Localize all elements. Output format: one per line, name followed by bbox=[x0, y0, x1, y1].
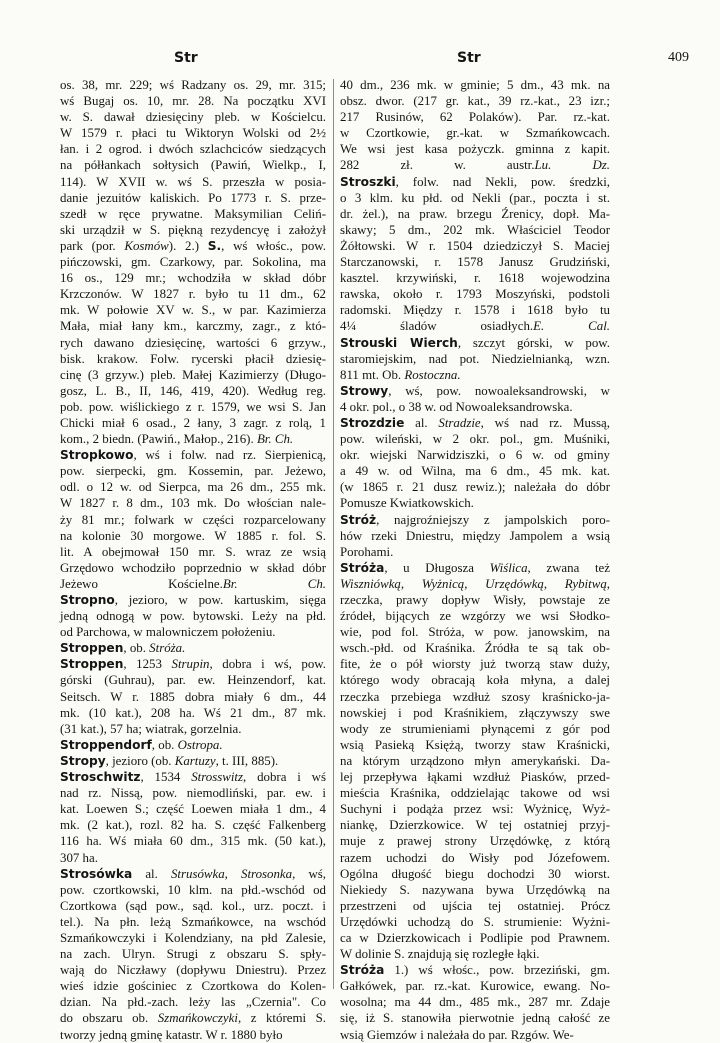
entry-headword: Stróż bbox=[340, 512, 377, 527]
text-segment: Szmańkowczyki i Kolendziany, na płd Zalesie, bbox=[60, 930, 326, 945]
text-segment: przestrzeni od ujścia tej ostatniej. Prócz bbox=[340, 898, 610, 913]
text-line bbox=[60, 351, 326, 367]
text-segment: odl. o 12 w. od Sierpca, ma 26 dm., 255 mk. bbox=[60, 480, 326, 495]
italic-text: Wyżnicą bbox=[421, 576, 465, 591]
text-segment: Niekiedy S. nazywana bywa Urzędówką na bbox=[340, 882, 610, 897]
text-segment: , wś nad rz. Mussą, bbox=[480, 415, 610, 430]
text-line bbox=[60, 817, 326, 833]
text-line bbox=[60, 994, 326, 1010]
text-segment: pob. pow. wiślickiego z r. 1579, we wsi S. Jan bbox=[60, 399, 326, 414]
running-head-left: Str bbox=[174, 50, 198, 66]
text-line bbox=[60, 560, 326, 576]
text-line bbox=[60, 206, 326, 222]
text-segment: park (por. bbox=[60, 238, 125, 253]
text-line bbox=[340, 817, 610, 833]
text-segment: Chicki miał 6 osad., 2 łany, 3 zagr. z rolą, 1 bbox=[60, 415, 326, 430]
text-segment: Seitsch. W r. 1885 dobra miały 6 dm., 44 bbox=[60, 689, 326, 704]
text-line bbox=[60, 431, 326, 447]
text-segment: ca w Dzierzkowicach i Podlipie pod Prawnem. bbox=[340, 930, 610, 945]
text-segment: rych dawano dziesięcinę, wartości 6 grzyw., bbox=[60, 335, 326, 350]
text-segment: nowskiej i pod Kraśnikiem, złączywszy swe bbox=[340, 705, 610, 720]
text-segment: , wś, bbox=[292, 866, 326, 881]
italic-text: Ostropa. bbox=[177, 737, 223, 752]
text-segment: a 49 w. od Wilna, ma 6 dm., 45 mk. kat. bbox=[340, 464, 610, 479]
entry-headword: Stroppen bbox=[60, 657, 124, 672]
italic-text: Br. Ch. bbox=[256, 432, 294, 447]
text-segment: kasztel. krzywiński, r. 1618 wojewodzina bbox=[340, 271, 610, 286]
text-segment: Urzędówki uchodzą do S. strumienie: Wyżni- bbox=[340, 914, 610, 929]
entry-headword: Stroppendorf bbox=[60, 737, 152, 752]
text-line bbox=[60, 495, 326, 511]
text-segment: pow. wileński, w 2 okr. pol., gm. Muśniki, bbox=[340, 432, 610, 447]
text-segment: , ob. bbox=[151, 737, 178, 752]
text-line bbox=[60, 705, 326, 721]
text-segment: , t. III, 885). bbox=[215, 753, 279, 768]
text-line bbox=[60, 850, 326, 866]
text-segment: , bbox=[606, 576, 610, 591]
italic-text: Wiślica bbox=[489, 560, 528, 575]
text-segment: 282 zł. w. austr. bbox=[340, 158, 535, 173]
text-segment: , szczyt górski, w pow. bbox=[457, 335, 610, 350]
left-column bbox=[60, 77, 326, 1043]
text-line bbox=[340, 689, 610, 705]
text-line bbox=[340, 930, 610, 946]
text-segment: os. 38, mr. 229; wś Radzany os. 29, mr. 315; bbox=[60, 78, 326, 92]
text-segment: , dobra i wś, pow. bbox=[209, 657, 326, 672]
text-segment: do obszaru ob. bbox=[60, 1011, 158, 1026]
text-segment: (w 1865 r. 21 dusz rewiz.); należała do dóbr bbox=[340, 480, 610, 495]
text-line bbox=[340, 302, 610, 318]
text-segment: 116 ha. Wś miała 60 dm., 315 mk. (50 kat.), bbox=[60, 834, 326, 849]
text-line bbox=[60, 608, 326, 624]
text-segment: staromiejskim, nad pot. Niedzielnianką, wzn. bbox=[340, 351, 610, 366]
text-segment: pow. sierpecki, gm. Kossemin, par. Jeżewo, bbox=[60, 464, 326, 479]
entry-headword: Strozdzie bbox=[340, 415, 405, 430]
text-line bbox=[340, 656, 610, 672]
text-segment: ). 2.) bbox=[168, 238, 208, 253]
text-segment: wś Bugaj os. 10, mr. 28. Na początku XVI bbox=[60, 94, 326, 109]
text-segment: al. bbox=[404, 415, 439, 430]
entry-headword: Stroschwitz bbox=[60, 770, 141, 785]
italic-text: Wiszniówką bbox=[340, 576, 401, 591]
italic-text: Stradzie bbox=[438, 415, 481, 430]
text-segment: razem uchodzi do Wisły pod Józefowem. bbox=[340, 850, 610, 865]
text-segment: 114). W XVII w. wś S. przeszła w posia- bbox=[60, 174, 326, 189]
text-segment: , jezioro, w pow. kartuskim, sięga bbox=[114, 593, 326, 607]
italic-text: Szmańkowczyki bbox=[157, 1011, 238, 1026]
text-line bbox=[340, 705, 610, 721]
text-segment: wody ze strumieniami płynącemi z gór pod bbox=[340, 721, 610, 736]
text-line bbox=[340, 367, 610, 383]
text-line bbox=[60, 544, 326, 560]
text-segment: na którym urządzono młyn amerykański. Da- bbox=[340, 753, 610, 768]
text-segment: 4 okr. pol., o 38 w. od Nowoaleksandrowska. bbox=[340, 399, 573, 414]
right-column bbox=[340, 77, 610, 1043]
entry-headword: Stroppen bbox=[60, 641, 124, 656]
text-line bbox=[340, 672, 610, 688]
entry-headword: Stropkowo bbox=[60, 448, 134, 463]
text-segment: jedną odnogą w pow. bytowski. Leży na płd. bbox=[60, 609, 326, 624]
text-line bbox=[340, 447, 610, 463]
text-line bbox=[60, 978, 326, 994]
text-line bbox=[340, 109, 610, 125]
text-line bbox=[60, 962, 326, 978]
text-segment: tel.). Na płn. leżą Szmańkowce, na wschód bbox=[60, 914, 326, 929]
text-segment: Ogólna długość biegu dochodzi 30 wiorst. bbox=[340, 866, 610, 881]
column-divider bbox=[333, 79, 334, 989]
text-segment: Porohami. bbox=[340, 544, 394, 559]
italic-text: Rostoczna. bbox=[404, 367, 461, 382]
text-segment: obsz. dwor. (217 gr. kat., 39 rz.-kat., 23 izr.; bbox=[340, 94, 610, 109]
text-segment: łan. i 2 ogrod. i dwóch szlachciców siedzących bbox=[60, 142, 326, 157]
text-line bbox=[60, 833, 326, 849]
text-segment: kom., 2 biedn. (Pawiń., Małop., 216). bbox=[60, 432, 257, 447]
text-line bbox=[340, 141, 610, 157]
italic-text: Strusówka, Strosonka bbox=[170, 866, 293, 881]
entry-headword: Stropy bbox=[60, 753, 106, 768]
text-line bbox=[340, 753, 610, 769]
text-line bbox=[60, 302, 326, 318]
text-line bbox=[60, 753, 326, 769]
text-line bbox=[340, 77, 610, 93]
text-line bbox=[60, 479, 326, 495]
text-segment: Żółtowski. W r. 1504 dziedziczył S. Maciej bbox=[340, 238, 610, 253]
text-line bbox=[60, 190, 326, 206]
text-line bbox=[340, 415, 610, 431]
text-segment: wie, pod fol. Stróża, w pow. janowskim, na bbox=[340, 625, 610, 640]
text-line bbox=[60, 1027, 326, 1043]
text-segment: 4¼ śladów osiadłych. bbox=[340, 319, 534, 334]
text-segment: 40 dm., 236 mk. w gminie; 5 dm., 43 mk. na bbox=[340, 78, 610, 92]
text-segment: bisk. krakow. Folw. rycerski płacił dziesię- bbox=[60, 351, 326, 366]
text-line bbox=[340, 978, 610, 994]
text-line bbox=[340, 254, 610, 270]
text-line bbox=[340, 495, 610, 511]
text-line bbox=[60, 737, 326, 753]
text-segment: Starczanowski, r. 1578 Janusz Grudziński, bbox=[340, 255, 610, 270]
text-line bbox=[340, 866, 610, 882]
text-line bbox=[340, 914, 610, 930]
italic-text: Lu. Dz. bbox=[534, 158, 611, 173]
text-line bbox=[340, 270, 610, 286]
text-segment: 811 mt. Ob. bbox=[340, 367, 405, 382]
text-line bbox=[340, 994, 610, 1010]
entry-headword: Strosówka bbox=[60, 866, 133, 881]
text-line bbox=[340, 640, 610, 656]
text-segment: którego wody obracają koła młyna, a dalej bbox=[340, 673, 610, 688]
text-line bbox=[60, 721, 326, 737]
text-line bbox=[60, 222, 326, 238]
text-segment: mieścia Kraśnika, oddzielając takowe od wsi bbox=[340, 786, 610, 801]
running-head-center: Str bbox=[457, 50, 481, 66]
text-line bbox=[340, 528, 610, 544]
text-segment: pińczowski, gm. Czarkowy, par. Sokolina, ma bbox=[60, 255, 326, 270]
text-segment: nad rz. Nissą, pow. niemodliński, par. ew. i bbox=[60, 786, 326, 801]
text-line bbox=[60, 399, 326, 415]
text-line bbox=[340, 1027, 610, 1043]
text-segment: ży 81 mr.; folwark w części rozparcelowany bbox=[60, 512, 326, 527]
text-segment: na zach. Ulryn. Strugi z obszaru S. spły- bbox=[60, 947, 326, 962]
text-segment: rzeczka, prawy dopływ Wisły, powstaje ze bbox=[340, 593, 610, 607]
text-line bbox=[340, 238, 610, 254]
text-segment: , dobra i wś bbox=[243, 770, 327, 785]
text-line bbox=[60, 866, 326, 882]
text-segment: dzian. Na płd.-zach. leży las „Czernia". Co bbox=[60, 995, 326, 1010]
text-line bbox=[60, 109, 326, 125]
text-segment: , 1534 bbox=[140, 770, 192, 785]
text-segment: , bbox=[543, 576, 565, 591]
text-line bbox=[340, 946, 610, 962]
text-segment: rawska, około r. 1793 Moszyński, podstoli bbox=[340, 287, 610, 302]
text-line bbox=[340, 286, 610, 302]
text-line bbox=[340, 882, 610, 898]
entry-headword: Stróża bbox=[340, 963, 385, 978]
text-segment: lit. A obejmował 150 mr. S. wraz ze wsią bbox=[60, 544, 326, 559]
text-segment: We wsi jest kasa pożyczk. gminna z kapit. bbox=[340, 142, 610, 157]
text-segment: Grzędowo wchodziło poprzednio w skład dóbr bbox=[60, 560, 326, 575]
text-line bbox=[340, 850, 610, 866]
text-segment: szedł w ręce prywatne. Maksymilian Celiń- bbox=[60, 206, 326, 221]
text-line bbox=[340, 335, 610, 351]
text-segment: pow. czortkowski, 10 klm. na płd.-wschód od bbox=[60, 882, 326, 897]
text-segment: górski (Guhrau), par. ew. Heinzendorf, kat. bbox=[60, 673, 326, 688]
text-line bbox=[60, 576, 326, 592]
text-line bbox=[60, 157, 326, 173]
text-segment: mk. W połowie XV w. S., w par. Kazimierza bbox=[60, 303, 326, 318]
text-segment: tworzy jedną gminę katastr. W r. 1880 było bbox=[60, 1027, 283, 1042]
text-line bbox=[340, 576, 610, 592]
text-segment: Gałkówek, par. rz.-kat. Kurowice, ewang. No- bbox=[340, 979, 610, 994]
entry-headword: Stróża bbox=[340, 560, 385, 575]
text-segment: wosolna; ma 44 dm., 485 mk., 287 mr. Zdaje bbox=[340, 995, 610, 1010]
text-line bbox=[340, 801, 610, 817]
text-segment: cinę (3 grzyw.) pleb. Małej Kazimierzy (Długo- bbox=[60, 367, 326, 382]
text-line bbox=[340, 560, 610, 576]
text-segment: się, iż S. stanowiła pierwotnie jedną całość ze bbox=[340, 1011, 610, 1026]
italic-text: Rybitwą bbox=[564, 576, 607, 591]
text-segment: lej przepływa łąkami wzdłuż Piasków, przed- bbox=[340, 770, 610, 785]
text-segment: w. S. dawał dziesięciny pleb. w Kościelcu. bbox=[60, 110, 326, 125]
text-segment: W dolinie S. znajdują się rozległe łąki. bbox=[340, 947, 540, 962]
text-segment: Pomusze Kwiatkowskich. bbox=[340, 496, 474, 511]
text-line bbox=[60, 77, 326, 93]
entry-headword: Stropno bbox=[60, 593, 115, 607]
text-line bbox=[340, 351, 610, 367]
text-line bbox=[340, 222, 610, 238]
text-segment: Mała, miał łany km., karczmy, zagr., z któ- bbox=[60, 319, 326, 334]
text-line bbox=[340, 125, 610, 141]
text-line bbox=[60, 254, 326, 270]
italic-text: Strosswitz bbox=[191, 770, 244, 785]
text-line bbox=[60, 528, 326, 544]
text-segment: , z któremi S. bbox=[237, 1011, 326, 1026]
text-line bbox=[60, 914, 326, 930]
entry-headword: Stroszki bbox=[340, 174, 396, 189]
italic-text: E. Cal. bbox=[533, 319, 610, 334]
text-segment: , bbox=[464, 576, 486, 591]
entry-headword: S. bbox=[207, 238, 222, 253]
text-line bbox=[340, 463, 610, 479]
text-segment: mk. (2 kat.), rozl. 82 ha. S. część Falkenberg bbox=[60, 818, 326, 833]
text-line bbox=[340, 592, 610, 608]
text-segment: wają do Niczławy (dopływu Dniestru). Przez bbox=[60, 963, 326, 978]
text-segment: kat. Loewen S.; część Loewen miała 1 dm., 4 bbox=[60, 802, 326, 817]
text-line bbox=[60, 640, 326, 656]
text-segment: Suchyni i podąża przez wsi: Wyżnicę, Wyż- bbox=[340, 802, 610, 817]
text-line bbox=[340, 190, 610, 206]
text-line bbox=[340, 962, 610, 978]
text-segment: , wś i folw. nad rz. Sierpienicą, bbox=[133, 448, 326, 463]
text-line bbox=[60, 174, 326, 190]
text-segment: o 3 klm. ku płd. od Nekli (par., poczta i st. bbox=[340, 190, 610, 205]
text-line bbox=[60, 1010, 326, 1026]
text-segment: niankę, Dzierzkowice. W tej ostatniej przyj- bbox=[340, 818, 610, 833]
text-segment: hów rzeki Dniestru, między Jampolem a wsią bbox=[340, 528, 610, 543]
text-line bbox=[340, 833, 610, 849]
text-segment: wsią Pasieką Księżą, tworzy staw Kraśnicki, bbox=[340, 737, 610, 752]
text-line bbox=[60, 93, 326, 109]
text-line bbox=[340, 721, 610, 737]
text-segment: rzeczka przebiega wzdłuż szosy kraśnicko-ja- bbox=[340, 689, 610, 704]
text-segment: mk. (10 kat.), 208 ha. Wś 21 dm., 87 mk. bbox=[60, 705, 326, 720]
text-segment: , jezioro (ob. bbox=[105, 753, 175, 768]
text-line bbox=[60, 383, 326, 399]
text-segment: na kolonie 30 morgowe. W 1885 r. fol. S. bbox=[60, 528, 326, 543]
text-segment: , 1253 bbox=[123, 657, 172, 672]
text-segment: muje z prawej strony Urzędówkę, z którą bbox=[340, 834, 610, 849]
text-segment: radomski. Między r. 1578 i 1618 było tu bbox=[340, 303, 610, 318]
text-segment: W 1827 r. 8 dm., 103 mk. Do włościan nale- bbox=[60, 496, 326, 511]
text-line bbox=[340, 608, 610, 624]
text-line bbox=[60, 785, 326, 801]
text-line bbox=[340, 93, 610, 109]
text-segment: wsią Giemzów i należała do par. Rzgów. We- bbox=[340, 1027, 574, 1042]
text-line bbox=[60, 447, 326, 463]
text-line bbox=[340, 479, 610, 495]
text-line bbox=[60, 318, 326, 334]
text-segment: , bbox=[400, 576, 422, 591]
text-segment: skawy; 5 dm., 202 mk. Właściciel Teodor bbox=[340, 222, 610, 237]
running-head bbox=[0, 50, 720, 72]
text-line bbox=[340, 737, 610, 753]
text-segment: , ob. bbox=[123, 641, 150, 656]
text-segment: W 1579 r. płaci tu Wiktoryn Wolski od 2½ bbox=[60, 126, 326, 141]
text-segment: w Czortkowie, gr.-kat. w Szmańkowcach. bbox=[340, 126, 610, 141]
italic-text: Kosmów bbox=[124, 238, 169, 253]
text-segment: , wś, pow. nowoaleksandrowski, w bbox=[388, 383, 610, 398]
text-line bbox=[60, 624, 326, 640]
text-line bbox=[340, 898, 610, 914]
text-line bbox=[60, 125, 326, 141]
text-segment: al. bbox=[132, 866, 171, 881]
text-line bbox=[340, 769, 610, 785]
text-line bbox=[60, 270, 326, 286]
text-line bbox=[60, 592, 326, 608]
text-segment: Jeżewo Kościelne. bbox=[60, 576, 223, 591]
text-line bbox=[60, 946, 326, 962]
text-segment: fite, że o pół wiorsty już tworzą staw duży, bbox=[340, 657, 610, 672]
text-line bbox=[340, 318, 610, 334]
text-line bbox=[60, 689, 326, 705]
text-line bbox=[60, 335, 326, 351]
text-line bbox=[340, 624, 610, 640]
text-segment: wieś idzie gościniec z Czortkowa do Kolen- bbox=[60, 979, 326, 994]
text-line bbox=[340, 383, 610, 399]
text-line bbox=[340, 1010, 610, 1026]
text-segment: na półłankach sołtysich (Pawiń, Wielkp., I, bbox=[60, 158, 326, 173]
text-line bbox=[60, 463, 326, 479]
text-line bbox=[60, 801, 326, 817]
text-line bbox=[60, 512, 326, 528]
text-line bbox=[340, 157, 610, 173]
text-segment: od Parchowa, w malowniczem położeniu. bbox=[60, 625, 276, 640]
text-segment: wsch.-płd. od Kraśnika. Źródła te są tak ob- bbox=[340, 641, 610, 656]
text-segment: (31 kat.), 57 ha; wiatrak, gorzelnia. bbox=[60, 721, 242, 736]
text-segment: Czortkowa (sąd pow., sąd. kol., urz. poczt. i bbox=[60, 898, 326, 913]
text-segment: dr. żel.), na praw. brzegu Źrenicy, dopł. Ma- bbox=[340, 206, 610, 221]
text-segment: gosz, L. B., II, 146, 419, 420). Według reg. bbox=[60, 383, 326, 398]
text-line bbox=[60, 769, 326, 785]
text-segment: , wś włośc., pow. bbox=[221, 238, 327, 253]
text-segment: , u Długosza bbox=[384, 560, 490, 575]
italic-text: Kartuzy bbox=[174, 753, 216, 768]
text-segment: Krzczonów. W 1827 r. było tu 11 dm., 62 bbox=[60, 287, 326, 302]
text-line bbox=[340, 399, 610, 415]
text-line bbox=[60, 367, 326, 383]
text-line bbox=[60, 930, 326, 946]
text-line bbox=[60, 415, 326, 431]
text-line bbox=[340, 174, 610, 190]
text-segment: 1.) wś włośc., pow. brzeziński, gm. bbox=[384, 963, 610, 978]
text-line bbox=[60, 898, 326, 914]
text-segment: 16 os., 129 mr.; wchodziła w skład dóbr bbox=[60, 271, 326, 286]
entry-headword: Strouski Wierch bbox=[340, 335, 458, 350]
text-segment: źródeł, bijących ze wzgórzy we wsi Słodko- bbox=[340, 609, 610, 624]
italic-text: Urzędówką bbox=[485, 576, 544, 591]
text-segment: , folw. nad Nekli, pow. średzki, bbox=[395, 174, 610, 189]
italic-text: Br. Ch. bbox=[222, 576, 326, 591]
text-line bbox=[60, 238, 326, 254]
italic-text: Stróża. bbox=[149, 641, 186, 656]
text-line bbox=[60, 141, 326, 157]
text-line bbox=[60, 882, 326, 898]
text-segment: ski urządził w S. piękną rezydencyę i założył bbox=[60, 222, 326, 237]
italic-text: Strupin bbox=[171, 657, 210, 672]
page-number: 409 bbox=[668, 50, 689, 65]
text-segment: 217 Rusinów, 62 Polaków). Par. rz.-kat. bbox=[340, 110, 610, 125]
text-line bbox=[340, 206, 610, 222]
text-line bbox=[340, 512, 610, 528]
text-line bbox=[60, 286, 326, 302]
text-segment: okr. wiejski Narwidziszki, o 6 w. od gminy bbox=[340, 448, 610, 463]
text-line bbox=[60, 672, 326, 688]
text-segment: danie jezuitów kaliskich. Po 1773 r. S. prze- bbox=[60, 190, 326, 205]
text-line bbox=[60, 656, 326, 672]
text-segment: , zwana też bbox=[527, 560, 610, 575]
text-line bbox=[340, 431, 610, 447]
text-line bbox=[340, 544, 610, 560]
text-segment: , najgroźniejszy z jampolskich poro- bbox=[376, 512, 610, 527]
entry-headword: Strowy bbox=[340, 383, 389, 398]
text-line bbox=[340, 785, 610, 801]
text-segment: 307 ha. bbox=[60, 850, 98, 865]
